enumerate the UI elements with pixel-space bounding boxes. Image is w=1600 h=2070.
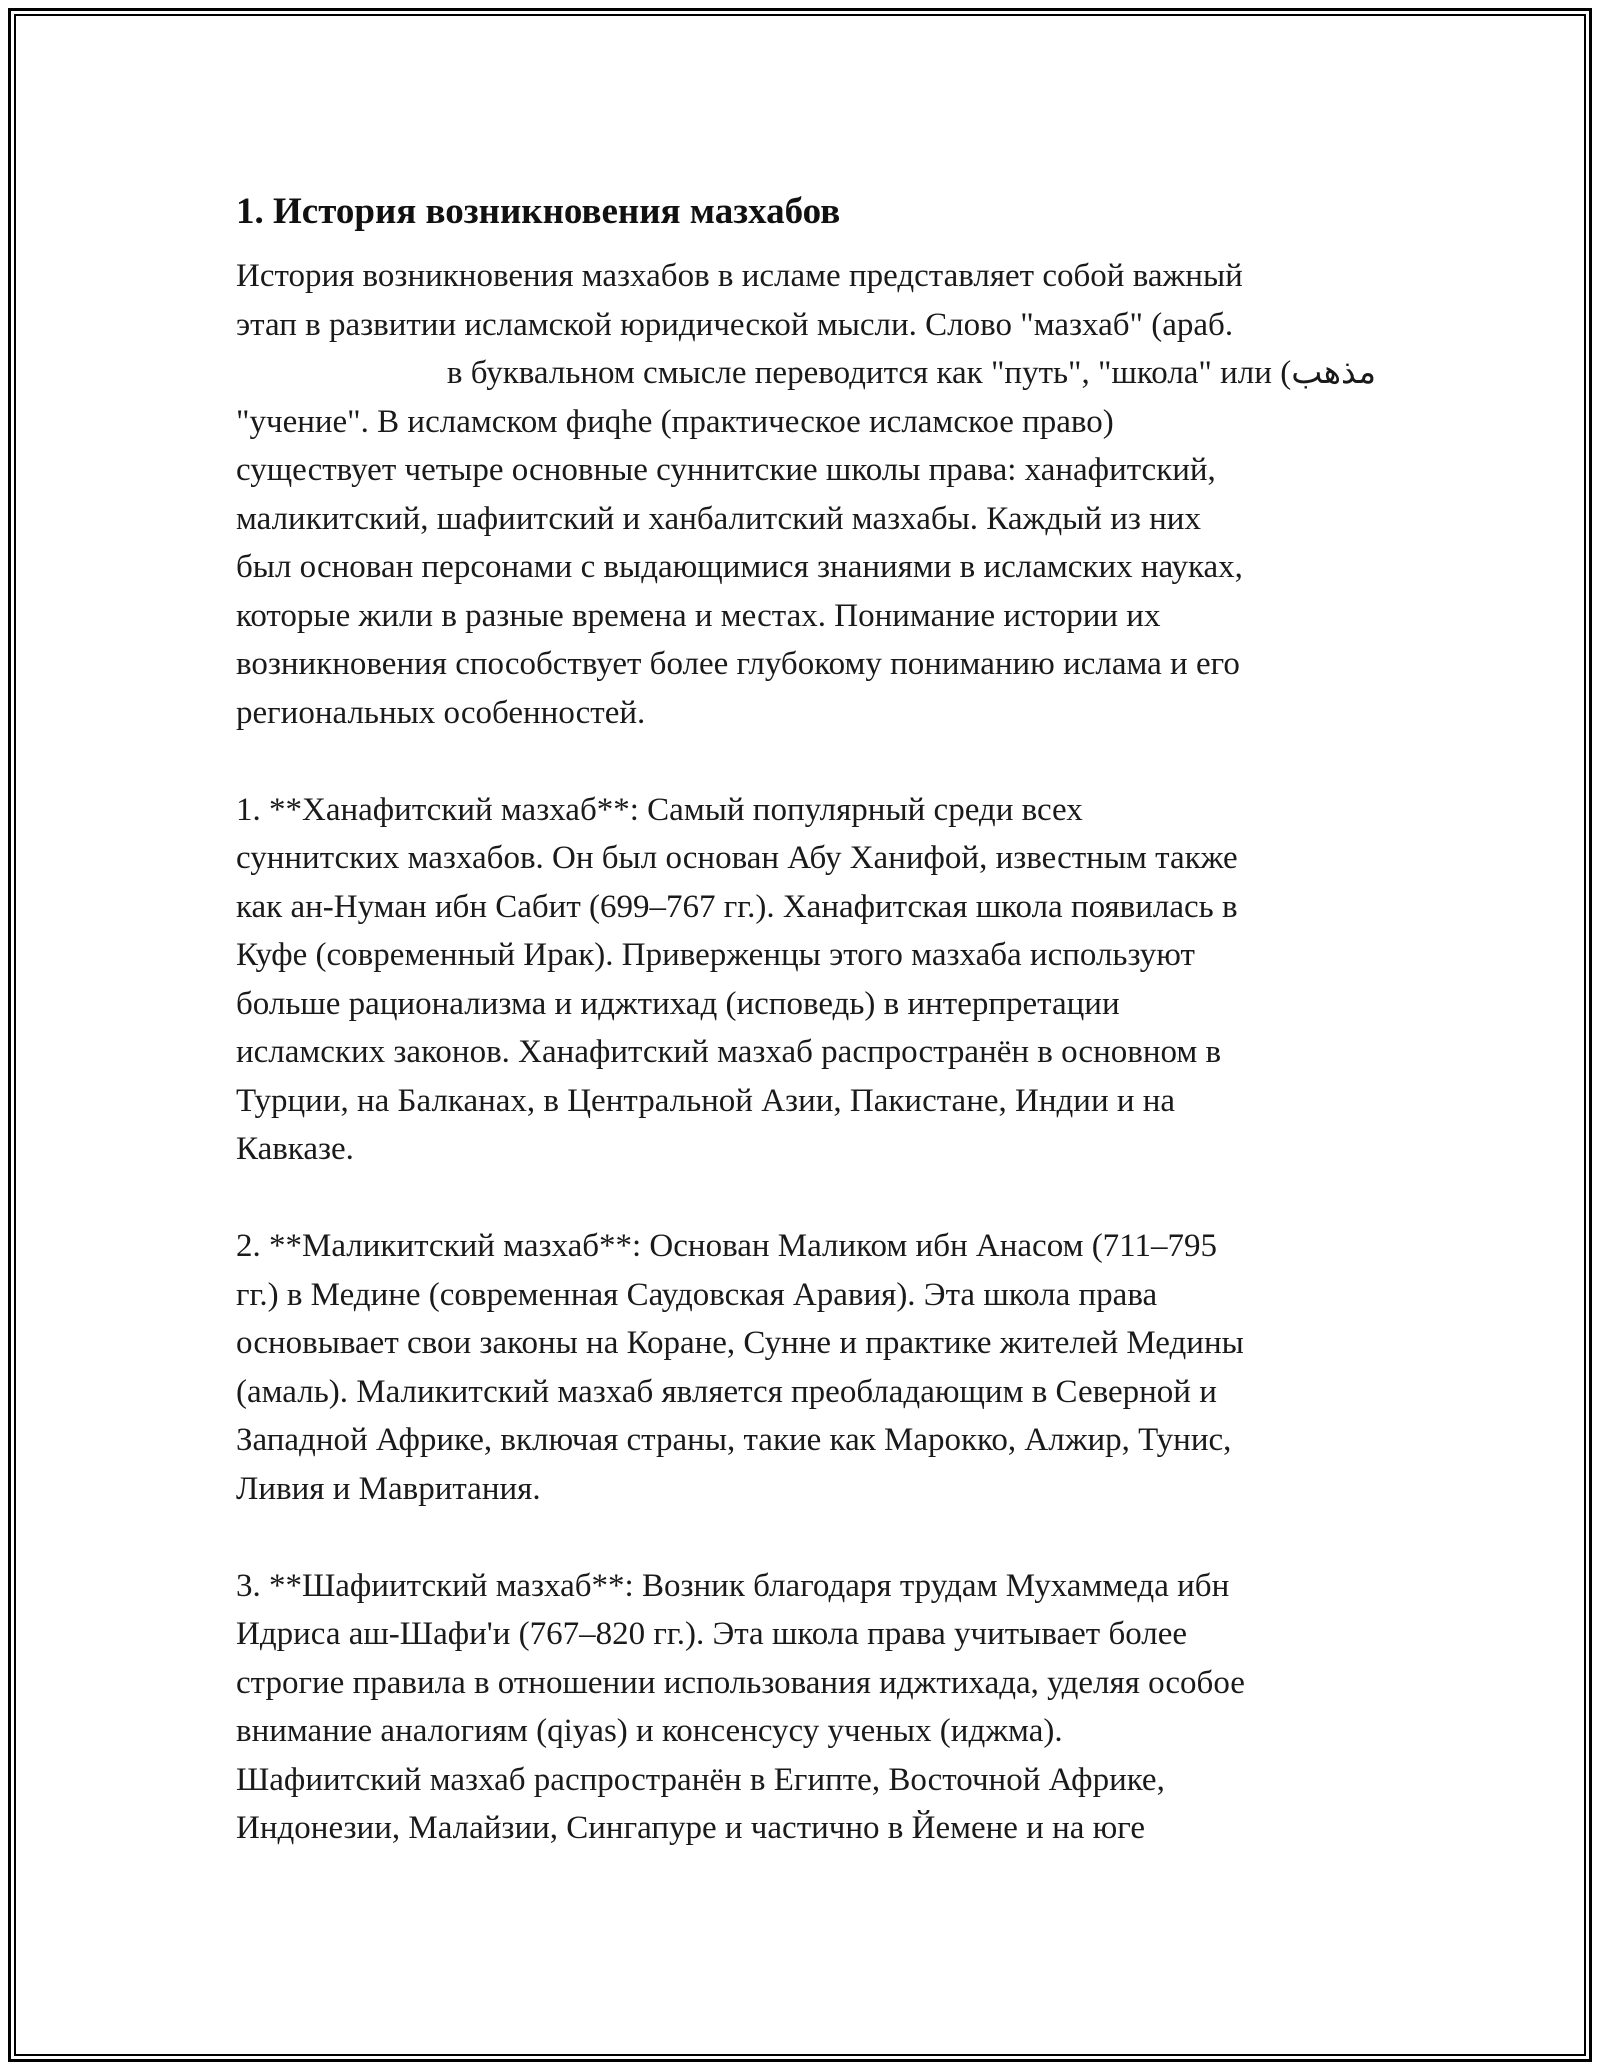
text-line: Кавказе. — [236, 1131, 354, 1167]
text-line: маликитский, шафиитский и ханбалитский мазхабы. Каждый из них — [236, 500, 1201, 537]
text-line: основывает свои законы на Коране, Сунне и практике жителей Медины — [236, 1325, 1244, 1361]
text-line: (амаль). Маликитский мазхаб является преобладающим в Северной и — [236, 1373, 1217, 1410]
text-line: этап в развитии исламской юридической мысли. Слово "мазхаб" (араб. — [236, 306, 1234, 343]
text-line: "учение". В исламском фиqhe (практическое исламское право) — [236, 403, 1114, 440]
text-line: Идриса аш-Шафи'и (767–820 гг.). Эта школа права учитывает более — [236, 1616, 1188, 1652]
text-line: суннитских мазхабов. Он был основан Абу Ханифой, известным также — [236, 840, 1238, 876]
section-heading: 1. История возникновения мазхабов — [236, 191, 841, 232]
text-line: 1. **Ханафитский мазхаб**: Самый популярный среди всех — [236, 791, 1083, 828]
text-line: которые жили в разные времена и местах. Понимание истории их — [236, 597, 1161, 634]
text-line: 3. **Шафиитский мазхаб**: Возник благодаря трудам Мухаммеда ибн — [236, 1567, 1230, 1604]
text-line: Куфе (современный Ирак). Приверженцы этого мазхаба используют — [236, 937, 1195, 973]
document-body — [236, 186, 1376, 1853]
text-line: больше рационализма и иджтихад (исповедь) в интерпретации — [236, 985, 1120, 1022]
text-line: внимание аналогиям (qiyas) и консенсусу ученых (иджма). — [236, 1713, 1063, 1749]
text-line: Западной Африке, включая страны, такие как Марокко, Алжир, Тунис, — [236, 1422, 1232, 1458]
text-line: 2. **Маликитский мазхаб**: Основан Маликом ибн Анасом (711–795 — [236, 1228, 1217, 1264]
text-line: Шафиитский мазхаб распространён в Египте, Восточной Африке, — [236, 1761, 1165, 1798]
text-line: гг.) в Медине (современная Саудовская Аравия). Эта школа права — [236, 1276, 1158, 1313]
text-line: как ан-Нуман ибн Сабит (699–767 гг.). Ханафитская школа появилась в — [236, 888, 1238, 925]
text-line: исламских законов. Ханафитский мазхаб распространён в основном в — [236, 1034, 1222, 1070]
text-line: возникновения способствует более глубокому пониманию ислама и его — [236, 646, 1240, 682]
shafii-paragraph — [236, 1562, 1376, 1853]
text-line: Турции, на Балканах, в Центральной Азии, Пакистане, Индии и на — [236, 1082, 1176, 1119]
text-line: региональных особенностей. — [236, 694, 646, 731]
text-line: Индонезии, Малайзии, Сингапуре и частично в Йемене и на юге — [236, 1810, 1146, 1846]
text-line: История возникновения мазхабов в исламе представляет собой важный — [236, 258, 1243, 294]
text-line: существует четыре основные суннитские школы права: ханафитский, — [236, 452, 1216, 488]
intro-paragraph — [236, 252, 1376, 737]
maliki-paragraph — [236, 1222, 1376, 1513]
text-line: был основан персонами с выдающимися знаниями в исламских науках, — [236, 549, 1243, 585]
hanafi-paragraph — [236, 786, 1376, 1174]
text-line: Ливия и Мавритания. — [236, 1470, 541, 1507]
text-line: مذهب) в буквальном смысле переводится как "путь", "школа" или — [446, 355, 1376, 391]
text-line: строгие правила в отношении использования иджтихада, уделяя особое — [236, 1664, 1245, 1701]
